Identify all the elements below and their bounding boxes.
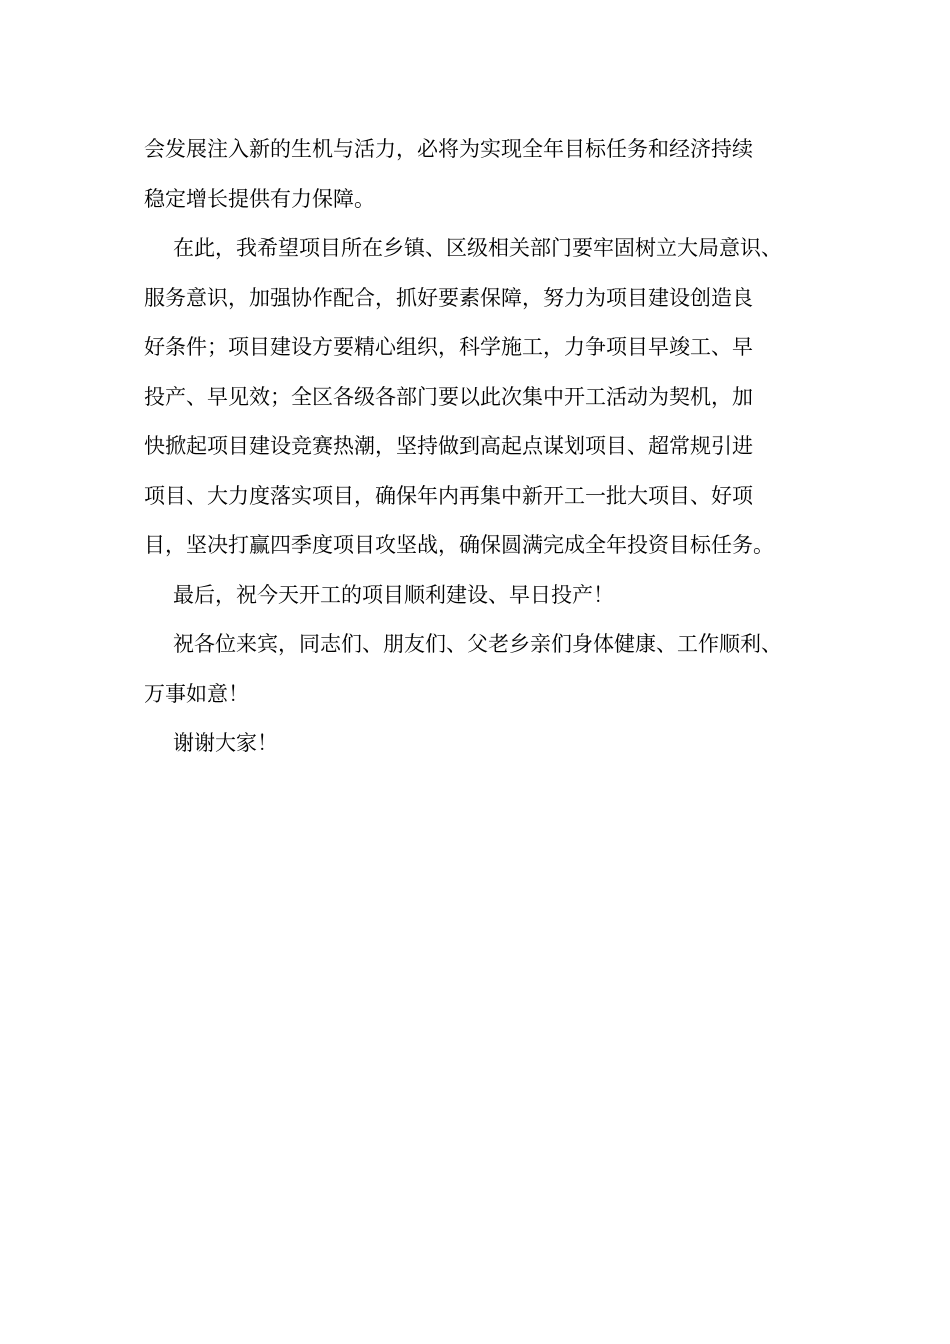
text-line: 祝各位来宾，同志们、朋友们、父老乡亲们身体健康、工作顺利、 <box>173 632 782 656</box>
paragraph-wish-guests <box>144 620 824 719</box>
text-line: 会发展注入新的生机与活力，必将为实现全年目标任务和经济持续 <box>144 137 753 161</box>
paragraph-wish-projects <box>144 571 824 621</box>
paragraph-requests <box>144 224 824 571</box>
text-line: 好条件；项目建设方要精心组织，科学施工，力争项目早竣工、早 <box>144 335 753 359</box>
text-line: 最后，祝今天开工的项目顺利建设、早日投产！ <box>173 582 614 607</box>
text-line: 目，坚决打赢四季度项目攻坚战，确保圆满完成全年投资目标任务。 <box>144 533 774 557</box>
text-line: 谢谢大家！ <box>173 731 278 755</box>
text-line: 服务意识，加强协作配合，抓好要素保障，努力为项目建设创造良 <box>144 285 753 310</box>
paragraph-thanks <box>144 719 824 769</box>
text-line: 投产、早见效；全区各级各部门要以此次集中开工活动为契机，加 <box>144 384 753 409</box>
text-line: 快掀起项目建设竞赛热潮，坚持做到高起点谋划项目、超常规引进 <box>144 434 753 458</box>
text-line: 在此，我希望项目所在乡镇、区级相关部门要牢固树立大局意识、 <box>173 236 782 260</box>
text-line: 稳定增长提供有力保障。 <box>144 186 375 211</box>
speech-text <box>144 125 824 769</box>
text-line: 项目、大力度落实项目，确保年内再集中新开工一批大项目、好项 <box>144 483 753 508</box>
paragraph-continuation <box>144 125 824 224</box>
text-line: 万事如意！ <box>144 681 249 706</box>
